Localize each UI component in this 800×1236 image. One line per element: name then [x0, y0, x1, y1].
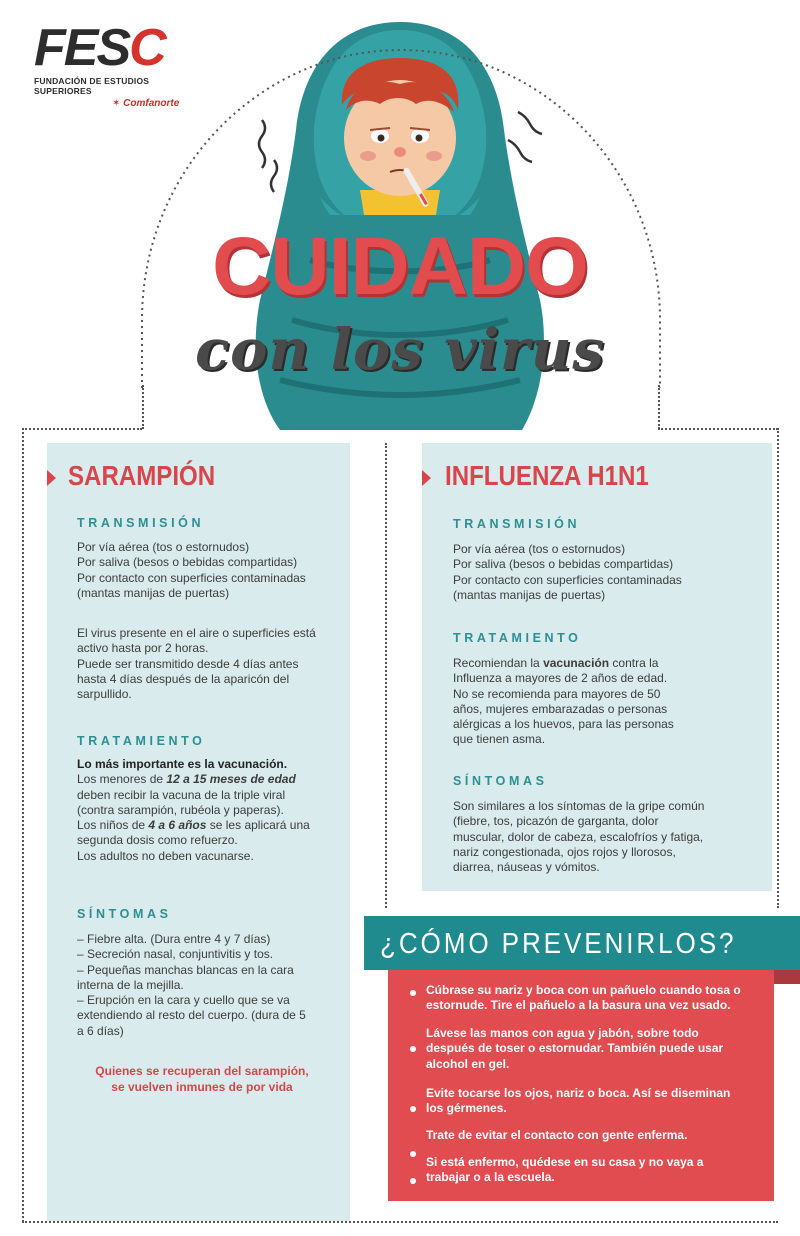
influenza-transmision-text: Por vía aérea (tos o estornudos) Por saliva (besos o bebidas compartidas) Por contacto con superficies contaminadas (mantas manijas de puertas) [453, 542, 682, 602]
bullet-icon [410, 1046, 416, 1052]
main-subtitle: con los virus [195, 317, 605, 383]
dotted-frame-left-top [22, 428, 142, 430]
dotted-frame-arc [140, 40, 662, 390]
influenza-tratamiento-text: Recomiendan la vacunación contra la Influenza a mayores de 2 años de edad. No se recomienda para mayores de 50 años, mujeres embarazadas o personas alérgicas a los huevos, para las personas que tienen asma. [453, 656, 674, 747]
dotted-frame-bottom [22, 1221, 778, 1223]
influenza-heading: INFLUENZA H1N1 [445, 460, 649, 491]
logo-subtitle: FUNDACIÓN DE ESTUDIOS SUPERIORES [34, 76, 150, 96]
prevent-item-1: Cúbrase su nariz y boca con un pañuelo cuando tosa o estornude. Tire el pañuelo a la basura una vez usado. [426, 983, 741, 1013]
bullet-icon [410, 1151, 416, 1157]
prevent-title: ¿CÓMO PREVENIRLOS? [380, 928, 737, 960]
dotted-frame-right-side [777, 428, 779, 908]
dotted-center-divider [385, 443, 387, 908]
influenza-arrow-icon [422, 470, 431, 486]
sarampion-tratamiento-label: TRATAMIENTO [77, 734, 206, 748]
sarampion-heading: SARAMPIÓN [68, 460, 216, 491]
dotted-frame-left-rise [142, 385, 144, 429]
influenza-tratamiento-label: TRATAMIENTO [453, 631, 582, 645]
dotted-frame-right-top [658, 428, 778, 430]
sarampion-sintomas-label: SÍNTOMAS [77, 907, 172, 921]
sarampion-virus-info: El virus presente en el aire o superficies está activo hasta por 2 horas. Puede ser transmitido desde 4 días antes hasta 4 días después de la aparicón del sarpullido. [77, 626, 316, 702]
prevent-item-4: Trate de evitar el contacto con gente enferma. [426, 1128, 688, 1142]
prevent-item-3: Evite tocarse los ojos, nariz o boca. Así se diseminan los gérmenes. [426, 1086, 731, 1116]
prevent-item-2: Lávese las manos con agua y jabón, sobre todo después de toser o estornudar. También puede usar alcohol en gel. [426, 1026, 724, 1071]
prevent-box-tab [774, 970, 800, 984]
logo-wordmark: FESC [34, 19, 165, 77]
sarampion-tratamiento-text: Lo más importante es la vacunación. Los menores de 12 a 15 meses de edad deben recibir la vacuna de la triple viral (contra sarampión, rubéola y paperas). Los niños de 4 a 6 años se les aplicará una segunda dosis como refuerzo. Los adultos no deben vacunarse. [77, 757, 310, 863]
bullet-icon [410, 1106, 416, 1112]
influenza-transmision-label: TRANSMISIÓN [453, 517, 581, 531]
prevent-item-5: Si está enfermo, quédese en su casa y no vaya a trabajar o a la escuela. [426, 1155, 704, 1185]
influenza-sintomas-text: Son similares a los síntomas de la gripe común (fiebre, tos, picazón de garganta, dolor muscular, dolor de cabeza, escalofríos y fatiga, nariz congestionada, ojos rojos y llorosos, diarrea, náuseas y vómitos. [453, 799, 705, 875]
sarampion-transmision-label: TRANSMISIÓN [77, 516, 205, 530]
main-title: CUIDADO [212, 221, 588, 312]
dotted-frame-right-rise [658, 385, 660, 429]
bullet-icon [410, 1178, 416, 1184]
sarampion-arrow-icon [47, 470, 56, 486]
bullet-icon [410, 990, 416, 996]
comfanorte-logo: ✶ Comfanorte [112, 98, 180, 109]
dotted-frame-left-side [22, 428, 24, 1222]
sarampion-transmision-text: Por vía aérea (tos o estornudos) Por saliva (besos o bebidas compartidas) Por contacto con superficies contaminadas (mantas manijas de puertas) [77, 540, 306, 600]
sarampion-immunity-note: Quienes se recuperan del sarampión, se vuelven inmunes de por vida [95, 1064, 309, 1094]
sarampion-sintomas-text: – Fiebre alta. (Dura entre 4 y 7 días) – Secreción nasal, conjuntivitis y tos. – Pequeñas manchas blancas en la cara interna de la mejilla. – Erupción en la cara y cuello que se va extendiendo al resto del cuerpo. (dura de 5 a 6 días) [77, 932, 306, 1038]
influenza-sintomas-label: SÍNTOMAS [453, 774, 548, 788]
